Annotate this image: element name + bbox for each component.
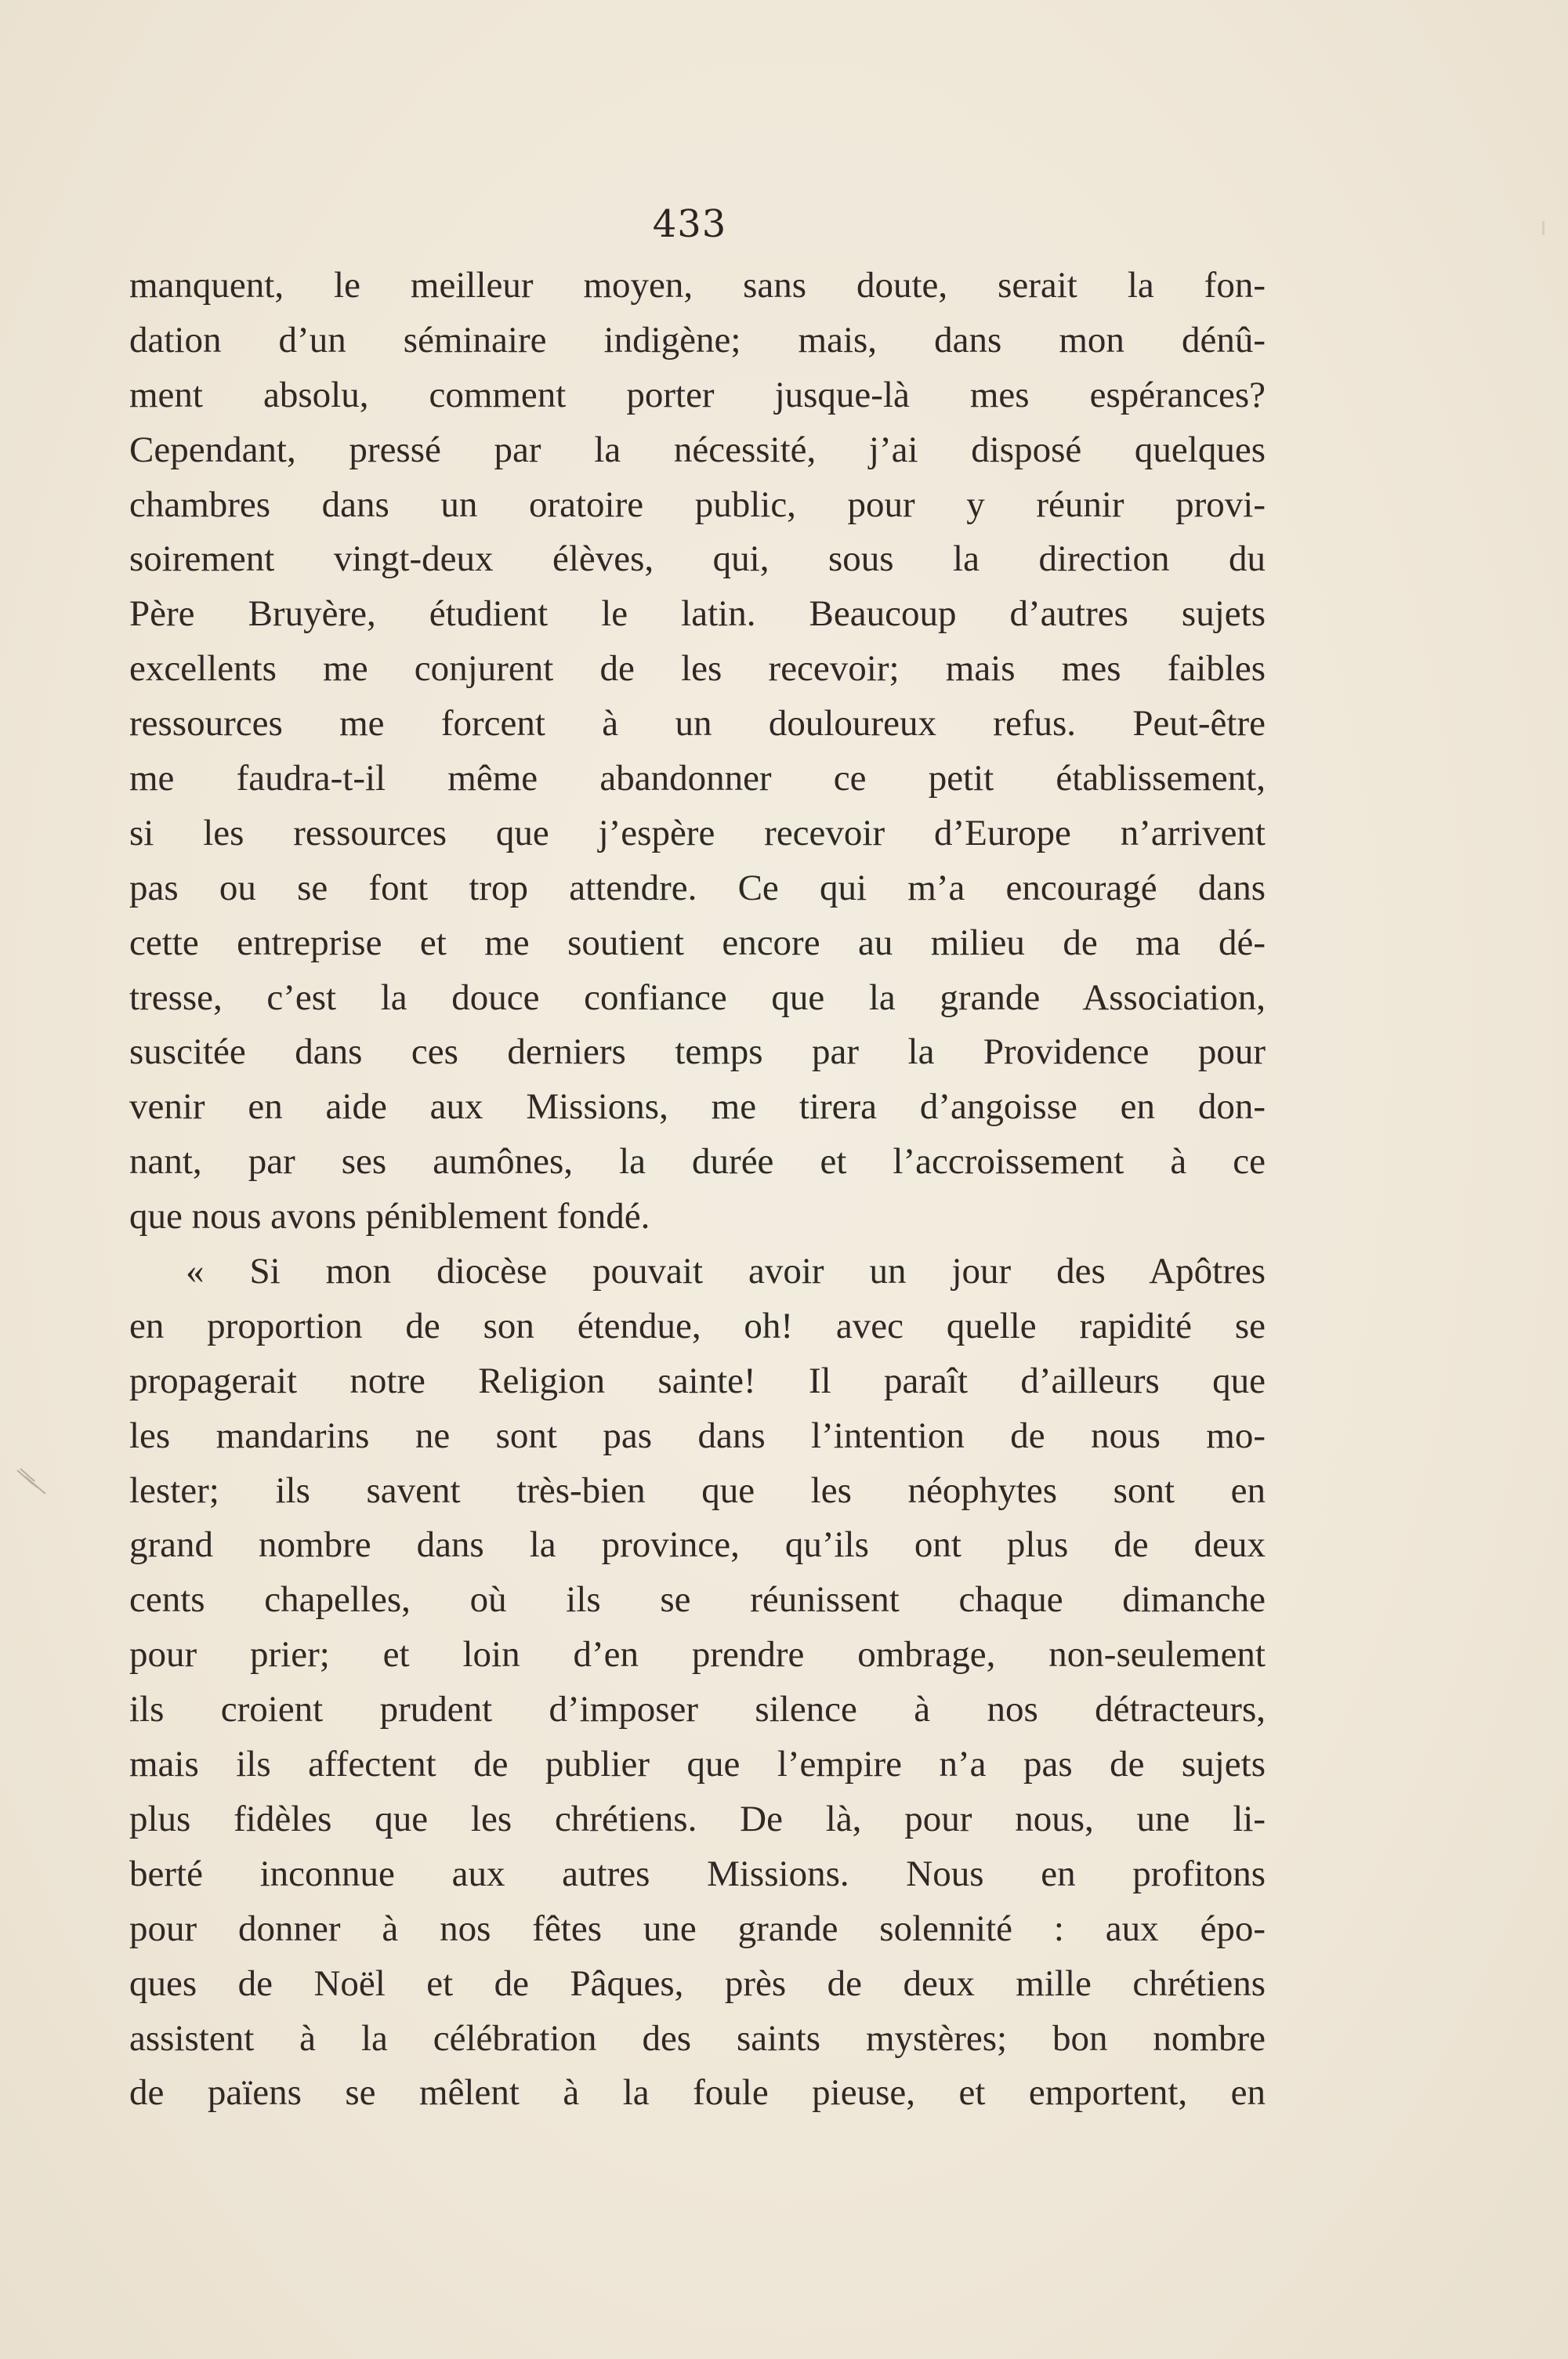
page-number: 433 <box>652 202 727 246</box>
margin-scratch-mark <box>14 1466 61 1513</box>
body-text <box>129 259 1266 2121</box>
paragraph-end-line: que nous avons péniblement fondé. <box>129 1196 650 1237</box>
text-line: nant, par ses aumônes, la durée et l’accroissement à ce <box>129 1141 1266 1183</box>
text-line: tresse, c’est la douce confiance que la grande Association, <box>129 977 1266 1018</box>
text-line: cents chapelles, où ils se réunissent chaque dimanche <box>129 1579 1266 1621</box>
text-line: de païens se mêlent à la foule pieuse, et emportent, en <box>129 2072 1266 2114</box>
text-line: excellents me conjurent de les recevoir; mais mes faibles <box>129 648 1266 690</box>
text-line: mais ils affectent de publier que l’empire n’a pas de sujets <box>129 1744 1266 1785</box>
text-line: plus fidèles que les chrétiens. De là, pour nous, une li- <box>129 1798 1266 1839</box>
text-line: suscitée dans ces derniers temps par la Providence pour <box>129 1031 1266 1073</box>
text-line: en proportion de son étendue, oh! avec quelle rapidité se <box>129 1305 1266 1346</box>
text-line: pour donner à nos fêtes une grande solennité : aux épo- <box>129 1908 1266 1949</box>
text-line: berté inconnue aux autres Missions. Nous en profitons <box>129 1853 1266 1894</box>
text-line: manquent, le meilleur moyen, sans doute, serait la fon- <box>129 265 1266 306</box>
text-line: si les ressources que j’espère recevoir d’Europe n’arrivent <box>129 812 1266 853</box>
text-line: me faudra-t-il même abandonner ce petit établissement, <box>129 758 1266 799</box>
text-line: assistent à la célébration des saints mystères; bon nombre <box>129 2017 1266 2059</box>
text-line: venir en aide aux Missions, me tirera d’angoisse en don- <box>129 1086 1266 1128</box>
text-line: les mandarins ne sont pas dans l’intention de nous mo- <box>129 1415 1266 1456</box>
text-line: Père Bruyère, étudient le latin. Beaucoup d’autres sujets <box>129 593 1266 635</box>
text-line: grand nombre dans la province, qu’ils ont plus de deux <box>129 1524 1266 1566</box>
text-line: soirement vingt-deux élèves, qui, sous la direction du <box>129 538 1266 580</box>
text-line: ment absolu, comment porter jusque-là mes espérances? <box>129 374 1266 415</box>
text-line: cette entreprise et me soutient encore au milieu de ma dé- <box>129 922 1266 963</box>
text-line: dation d’un séminaire indigène; mais, dans mon dénû- <box>129 319 1266 361</box>
text-line: ques de Noël et de Pâques, près de deux mille chrétiens <box>129 1962 1266 2004</box>
text-line: pas ou se font trop attendre. Ce qui m’a encouragé dans <box>129 867 1266 908</box>
corner-mark <box>1540 219 1548 238</box>
text-line: chambres dans un oratoire public, pour y réunir provi- <box>129 484 1266 525</box>
text-line: propagerait notre Religion sainte! Il paraît d’ailleurs que <box>129 1360 1266 1401</box>
text-line: Cependant, pressé par la nécessité, j’ai disposé quelques <box>129 429 1266 470</box>
text-line: ils croient prudent d’imposer silence à nos détracteurs, <box>129 1689 1266 1730</box>
text-line: ressources me forcent à un douloureux refus. Peut-être <box>129 703 1266 745</box>
text-line: pour prier; et loin d’en prendre ombrage, non-seulement <box>129 1634 1266 1676</box>
text-line: lester; ils savent très-bien que les néophytes sont en <box>129 1469 1266 1511</box>
paragraph-start-line: « Si mon diocèse pouvait avoir un jour des Apôtres <box>186 1251 1266 1292</box>
